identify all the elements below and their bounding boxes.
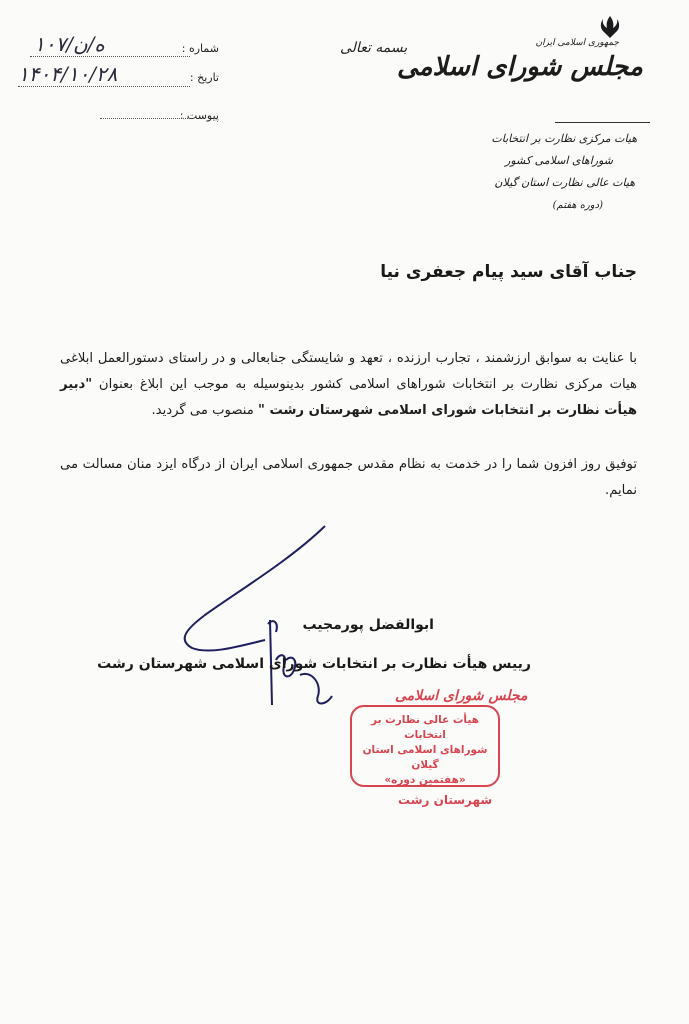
paragraph-2: توفیق روز افزون شما را در خدمت به نظام مقدس جمهوری اسلامی ایران از درگاه ایزد منان مسالت می نمایم. (60, 457, 637, 498)
org-line-4: (دوره هفتم) (552, 200, 603, 211)
org-line-3: هیات عالی نظارت استان گیلان (494, 176, 635, 189)
header-divider (555, 122, 650, 123)
stamp-logo: مجلس شورای اسلامی (395, 688, 528, 704)
iran-emblem-icon (598, 14, 622, 40)
org-line-1: هیات مرکزی نظارت بر انتخابات (491, 132, 637, 145)
attachment-line (100, 118, 190, 119)
paragraph-1 (60, 346, 637, 424)
official-stamp (350, 705, 500, 787)
emblem-main: مجلس شورای اسلامی (396, 52, 643, 82)
addressee: جناب آقای سید پیام جعفری نیا (380, 262, 637, 282)
paragraph-1-text: با عنایت به سوابق ارزشمند ، تجارب ارزنده ، تعهد و شایستگی جنابعالی و در راستای دستورالعمل ابلاغی هیات مرکزی نظارت بر انتخابات شوراهای اسلامی کشور بدینوسیله به موجب این ابلاغ بعنوان (60, 351, 637, 392)
stamp-city: شهرستان رشت (398, 793, 493, 807)
date-label: تاریخ : (189, 71, 219, 84)
date-value: ۱۴۰۴/۱۰/۲۸ (18, 62, 118, 86)
handwritten-signature (180, 520, 350, 710)
stamp-line-3: «هفتمین دوره» (384, 774, 466, 786)
org-line-2: شوراهای اسلامی کشور (505, 154, 613, 167)
number-line (30, 56, 190, 57)
stamp-line-1: هیأت عالی نظارت بر انتخابات (371, 714, 479, 741)
motto: بسمه تعالی (340, 40, 408, 56)
appointment-title: "دبیر هیأت نظارت بر انتخابات شورای اسلامی شهرستان رشت " (60, 377, 637, 418)
stamp-line-2: شوراهای اسلامی استان گیلان (362, 744, 488, 771)
date-line (18, 86, 190, 87)
emblem-top: جمهوری اسلامی ایران (535, 38, 619, 48)
signer-name: ابوالفضل پورمجیب (302, 617, 434, 633)
number-value: ه/ن/۱۰۷ (34, 32, 105, 56)
signer-title: رییس هیأت نظارت بر انتخابات شورای اسلامی شهرستان رشت (97, 656, 531, 672)
attachment-label: پیوست : (179, 109, 219, 122)
paragraph-1-end: منصوب می گردید. (151, 403, 254, 418)
number-label: شماره : (181, 42, 219, 55)
